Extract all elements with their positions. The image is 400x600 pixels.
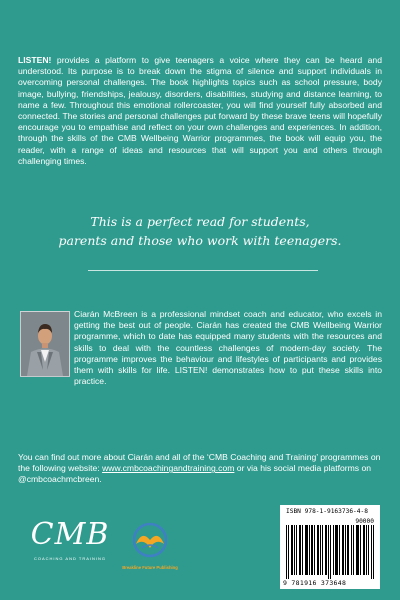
- barcode-bars: [286, 525, 374, 579]
- tagline-line-1: This is a perfect read for students,: [90, 214, 310, 229]
- intro-paragraph: [18, 55, 382, 167]
- contact-text-after: or via his social media platforms on @cmbcoachmcbreen.: [18, 463, 372, 485]
- cmb-logo-letters: CMB: [30, 517, 110, 552]
- publisher-emblem-icon: [130, 522, 170, 558]
- author-bio: [18, 309, 382, 389]
- publisher-name: Breakline Future Publishing: [122, 565, 178, 570]
- divider: [88, 270, 318, 271]
- author-photo: [20, 311, 70, 377]
- book-title-lead: LISTEN!: [18, 55, 52, 65]
- website-link[interactable]: www.cmbcoachingandtraining.com: [102, 463, 235, 474]
- author-bio-text: Ciarán McBreen is a professional mindset coach and educator, who excels in getting the best out of people. Ciarán has created the CMB Wellbeing Warrior programme, which to date has equipped many students with the resources and skills to deal with the countless challenges of modern-day society. The programme improves the behaviour and lifestyles of participants and provides them with skills for life. LISTEN! demonstrates how to put these skills into practice.: [74, 309, 382, 387]
- tagline: [30, 212, 370, 250]
- cmb-logo: [30, 517, 110, 580]
- barcode-digits: 9 781916 373648: [283, 579, 347, 587]
- tagline-line-2: parents and those who work with teenagers.: [58, 233, 342, 248]
- isbn-text: ISBN 978-1-9163736-4-8: [286, 508, 368, 515]
- publisher-logo: [115, 522, 185, 574]
- cmb-logo-subtitle: COACHING AND TRAINING: [33, 556, 107, 561]
- contact-info: [18, 452, 382, 486]
- barcode: [280, 505, 380, 589]
- contact-text-before: You can find out more about Ciarán and all of the ‘CMB Coaching and Training’ programmes on the following website:: [18, 452, 381, 474]
- price-code: 90000: [355, 518, 374, 525]
- intro-body: provides a platform to give teenagers a voice where they can be heard and understood. Its purpose is to break down the stigma of silence and support individuals in overcoming personal challenges. The book highlights topics such as school pressure, body image, bullying, friendships, jealousy, disorders, disabilities, studying and distance learning, to name a few. Throughout this emotional rollercoaster, you will find yourself fully absorbed and connected. The stories and personal challenges put forward by these brave teens will hopefully encourage you to empathise and reflect on your own challenges and experiences. In addition, through the skills of the CMB Wellbeing Warrior programmes, the book will equip you, the reader, with a range of ideas and resources that will support you and others through challenging times.: [18, 55, 382, 166]
